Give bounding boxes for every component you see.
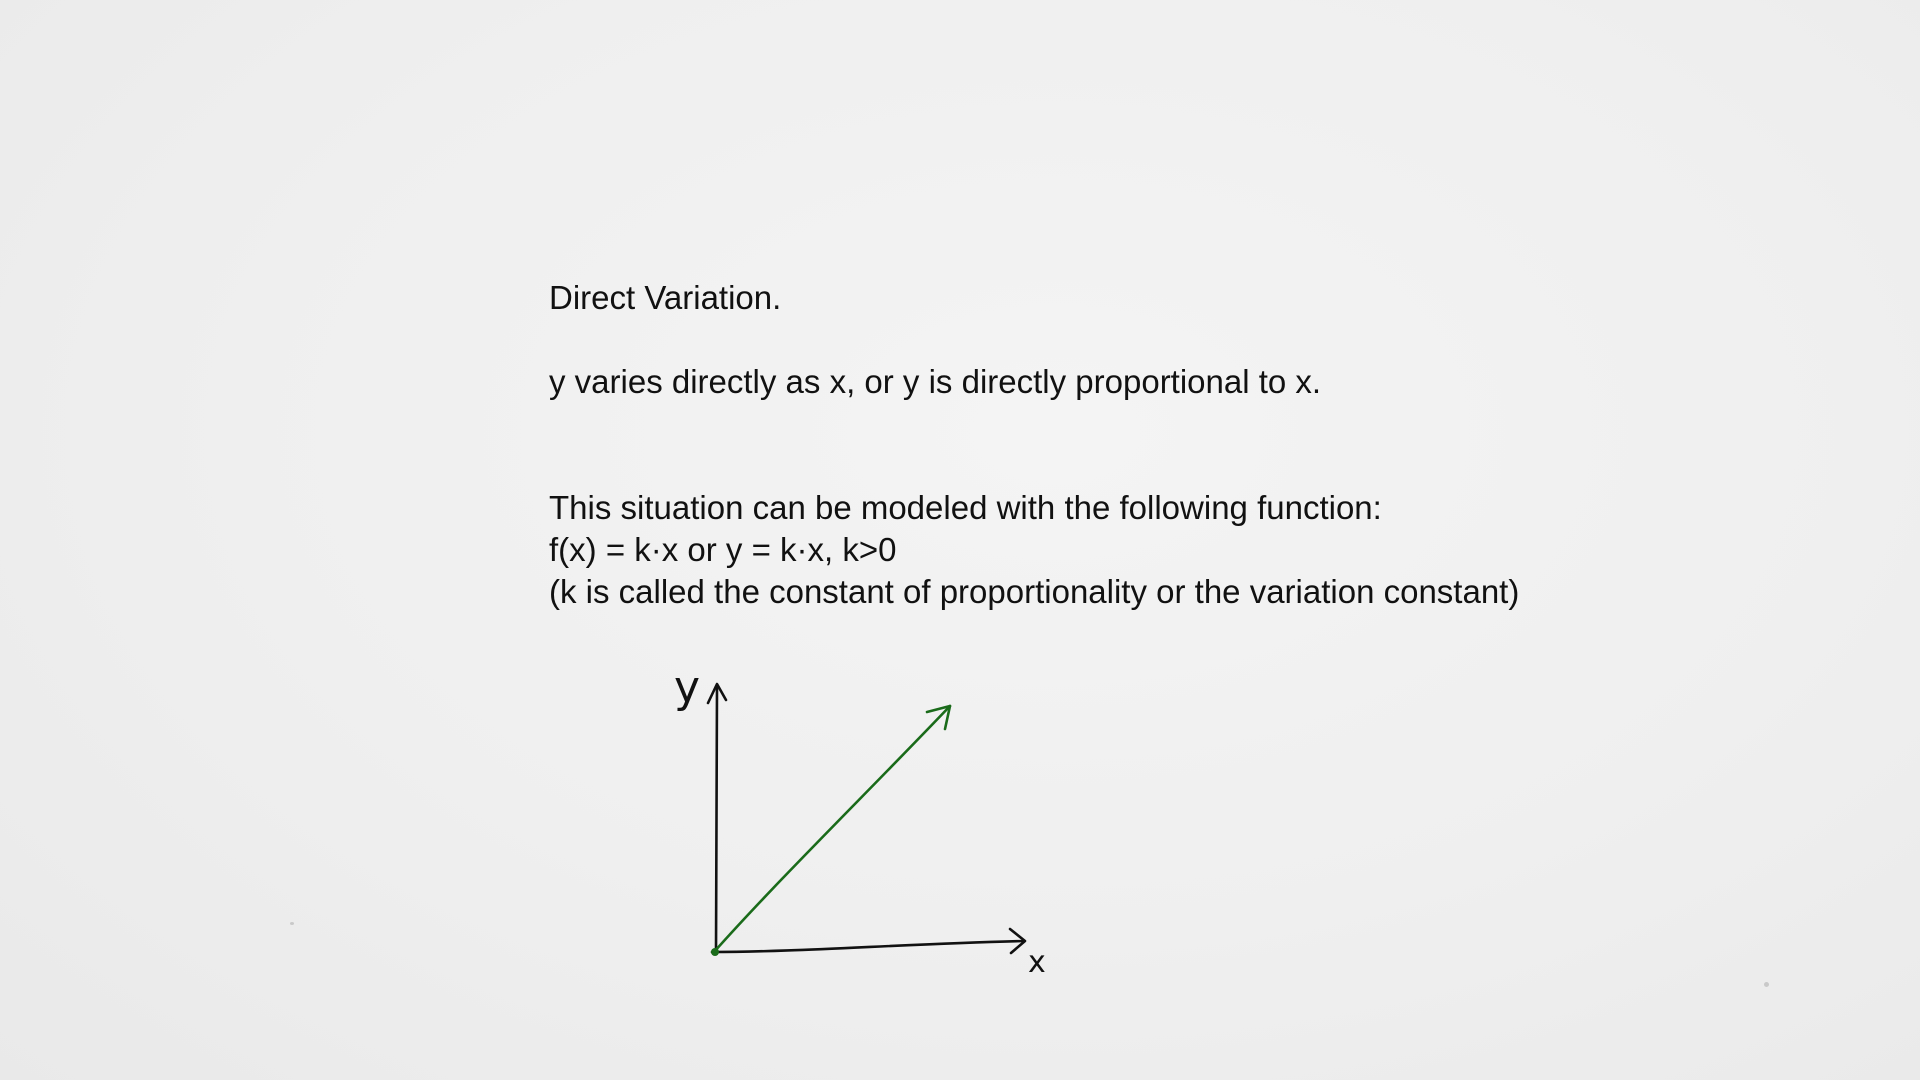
proportionality-line [714,706,950,952]
model-intro-text: This situation can be modeled with the following function: [549,489,1382,526]
x-axis-label: x [1028,945,1046,980]
definition-statement: y varies directly as x, or y is directly proportional to x. [549,363,1322,400]
origin-point [711,948,719,956]
paper-speck [290,922,294,925]
function-formula: f(x) = k·x or y = k·x, k>0 [549,531,897,568]
x-axis-line [712,941,1024,952]
slide-title: Direct Variation. [549,279,782,316]
y-axis-label: y [674,662,701,713]
constant-note: (k is called the constant of proportionality or the variation constant) [549,573,1520,610]
y-axis-line [716,686,717,952]
paper-speck [1764,982,1769,987]
